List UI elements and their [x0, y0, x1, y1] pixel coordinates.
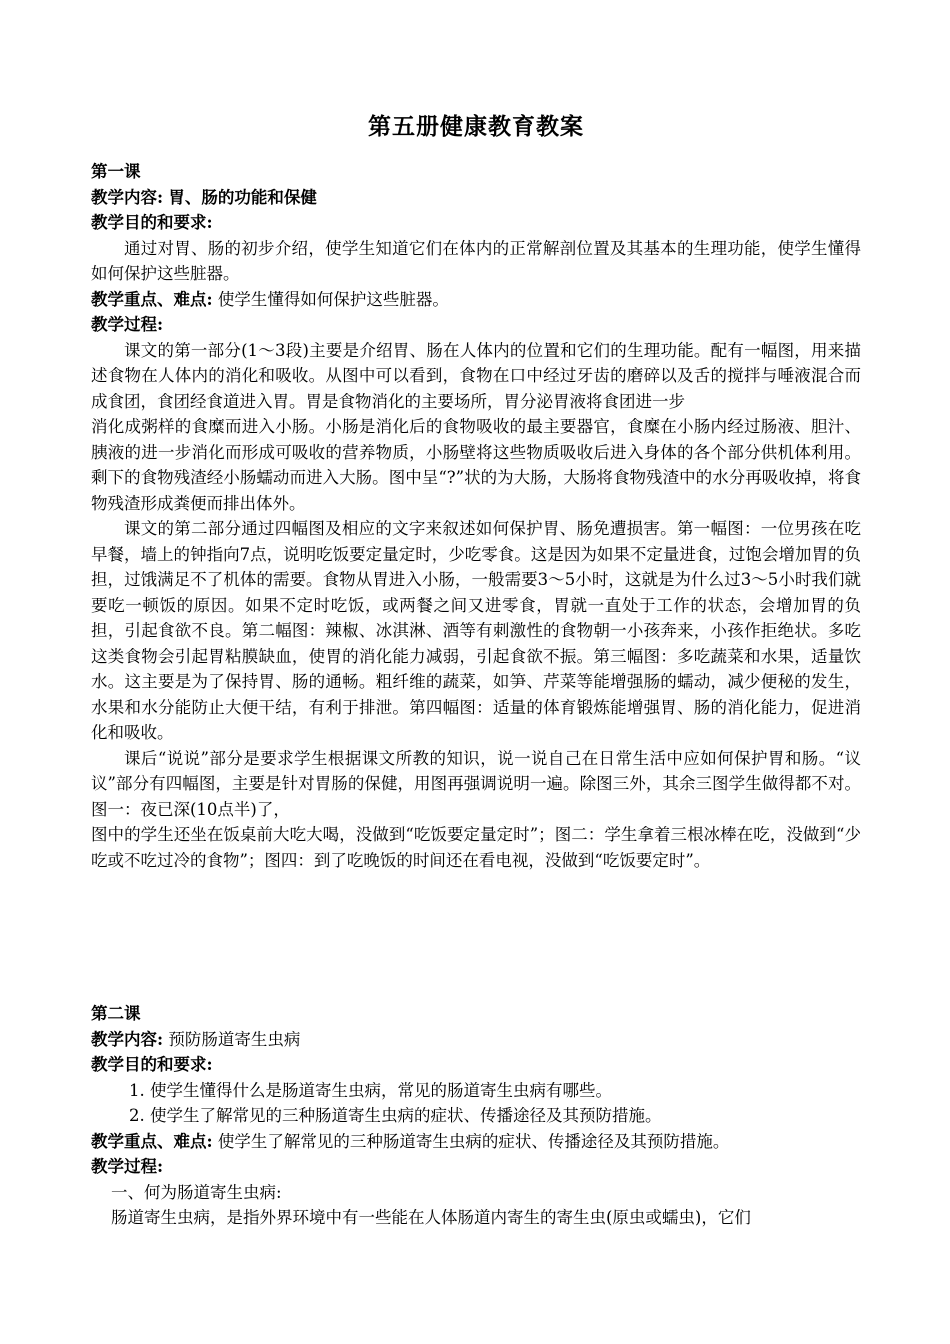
lesson-2-keypoints [91, 1129, 861, 1155]
lesson-1-paragraph-2: 课文的第二部分通过四幅图及相应的文字来叙述如何保护胃、肠免遭损害。第一幅图：一位男孩在吃早餐，墙上的钟指向7点，说明吃饭要定量定时，少吃零食。这是因为如果不定量进食，过饱会增加胃的负担，过饿满足不了机体的需要。食物从胃进入小肠，一般需要3～5小时，这就是为什么过3～5小时我们就要吃一顿饭的原因。如果不定时吃饭，或两餐之间又进零食，胃就一直处于工作的状态，会增加胃的负担，引起食欲不良。第二幅图：辣椒、冰淇淋、酒等有刺激性的食物朝一小孩奔来，小孩作拒绝状。多吃这类食物会引起胃粘膜缺血，使胃的消化能力减弱，引起食欲不振。第三幅图：多吃蔬菜和水果，适量饮水。这主要是为了保持胃、肠的通畅。粗纤维的蔬菜，如笋、芹菜等能增强肠的蠕动，减少便秘的发生，水果和水分能防止大便干结，有利于排泄。第四幅图：适量的体育锻炼能增强胃、肠的消化能力，促进消化和吸收。 [91, 519, 861, 742]
keypoints-label: 教学重点、难点: [91, 289, 213, 309]
content-value: 胃、肠的功能和保健 [168, 187, 317, 207]
document-title: 第五册健康教育教案 [368, 113, 584, 140]
lesson-1-paragraph-3-continued: 图中的学生还坐在饭桌前大吃大喝，没做到“吃饭要定量定时”；图二：学生拿着三根冰棒在吃，没做到“少吃或不吃过冷的食物”；图四：到了吃晚饭的时间还在看电视，没做到“吃饭要定时”。 [91, 825, 861, 870]
lesson-1-paragraph-3: 课后“说说”部分是要求学生根据课文所教的知识，说一说自己在日常生活中应如何保护胃和肠。“议议”部分有四幅图，主要是针对胃肠的保健，用图再强调说明一遍。除图三外，其余三图学生做得都不对。图一：夜已深(10点半)了， [91, 748, 861, 819]
lesson-2-process-label: 教学过程: [91, 1157, 164, 1176]
keypoints-label: 教学重点、难点: [91, 1131, 213, 1151]
lesson-2-content [91, 1027, 861, 1053]
keypoints-value: 使学生了解常见的三种肠道寄生虫病的症状、传播途径及其预防措施。 [217, 1131, 730, 1151]
keypoints-value: 使学生懂得如何保护这些脏器。 [217, 289, 449, 309]
lesson-1-keypoints [91, 287, 861, 313]
lesson-1-goals-text: 通过对胃、肠的初步介绍，使学生知道它们在体内的正常解剖位置及其基本的生理功能，使学生懂得如何保护这些脏器。 [91, 238, 861, 283]
lesson-2-section-1-text: 肠道寄生虫病，是指外界环境中有一些能在人体肠道内寄生的寄生虫(原虫或蠕虫)，它们 [111, 1208, 751, 1227]
content-value: 预防肠道寄生虫病 [168, 1029, 301, 1049]
lesson-2-goal-1: 1. 使学生懂得什么是肠道寄生虫病，常见的肠道寄生虫病有哪些。 [129, 1080, 612, 1100]
document-page [91, 108, 861, 1231]
lesson-1-paragraph-1: 课文的第一部分(1～3段)主要是介绍胃、肠在人体内的位置和它们的生理功能。配有一幅图，用来描述食物在人体内的消化和吸收。从图中可以看到，食物在口中经过牙齿的磨碎以及舌的搅拌与唾液混合而成食团，食团经食道进入胃。胃是食物消化的主要场所，胃分泌胃液将食团进一步 [91, 340, 861, 411]
lesson-2-heading: 第二课 [91, 1004, 141, 1023]
lesson-1-goals-label: 教学目的和要求: [91, 213, 213, 232]
lesson-1 [91, 159, 861, 873]
lesson-1-content [91, 185, 861, 211]
content-label: 教学内容: [91, 1029, 164, 1049]
lesson-2 [91, 1001, 861, 1231]
content-label: 教学内容: [91, 187, 164, 207]
lesson-1-heading: 第一课 [91, 162, 141, 181]
lesson-2-goal-2: 2. 使学生了解常见的三种肠道寄生虫病的症状、传播途径及其预防措施。 [129, 1106, 662, 1125]
lesson-2-goals-label: 教学目的和要求: [91, 1055, 213, 1074]
section-gap [91, 873, 861, 1001]
lesson-1-paragraph-1-continued: 消化成粥样的食糜而进入小肠。小肠是消化后的食物吸收的最主要器官，食糜在小肠内经过肠液、胆汁、胰液的进一步消化而形成可吸收的营养物质，小肠壁将这些物质吸收后进入身体的各个部分供机体利用。剩下的食物残渣经小肠蠕动而进入大肠。图中呈“?”状的为大肠，大肠将食物残渣中的水分再吸收掉，将食物残渣形成粪便而排出体外。 [91, 417, 861, 513]
lesson-1-process-label: 教学过程: [91, 315, 164, 334]
lesson-2-section-1-heading: 一、何为肠道寄生虫病: [111, 1182, 282, 1202]
